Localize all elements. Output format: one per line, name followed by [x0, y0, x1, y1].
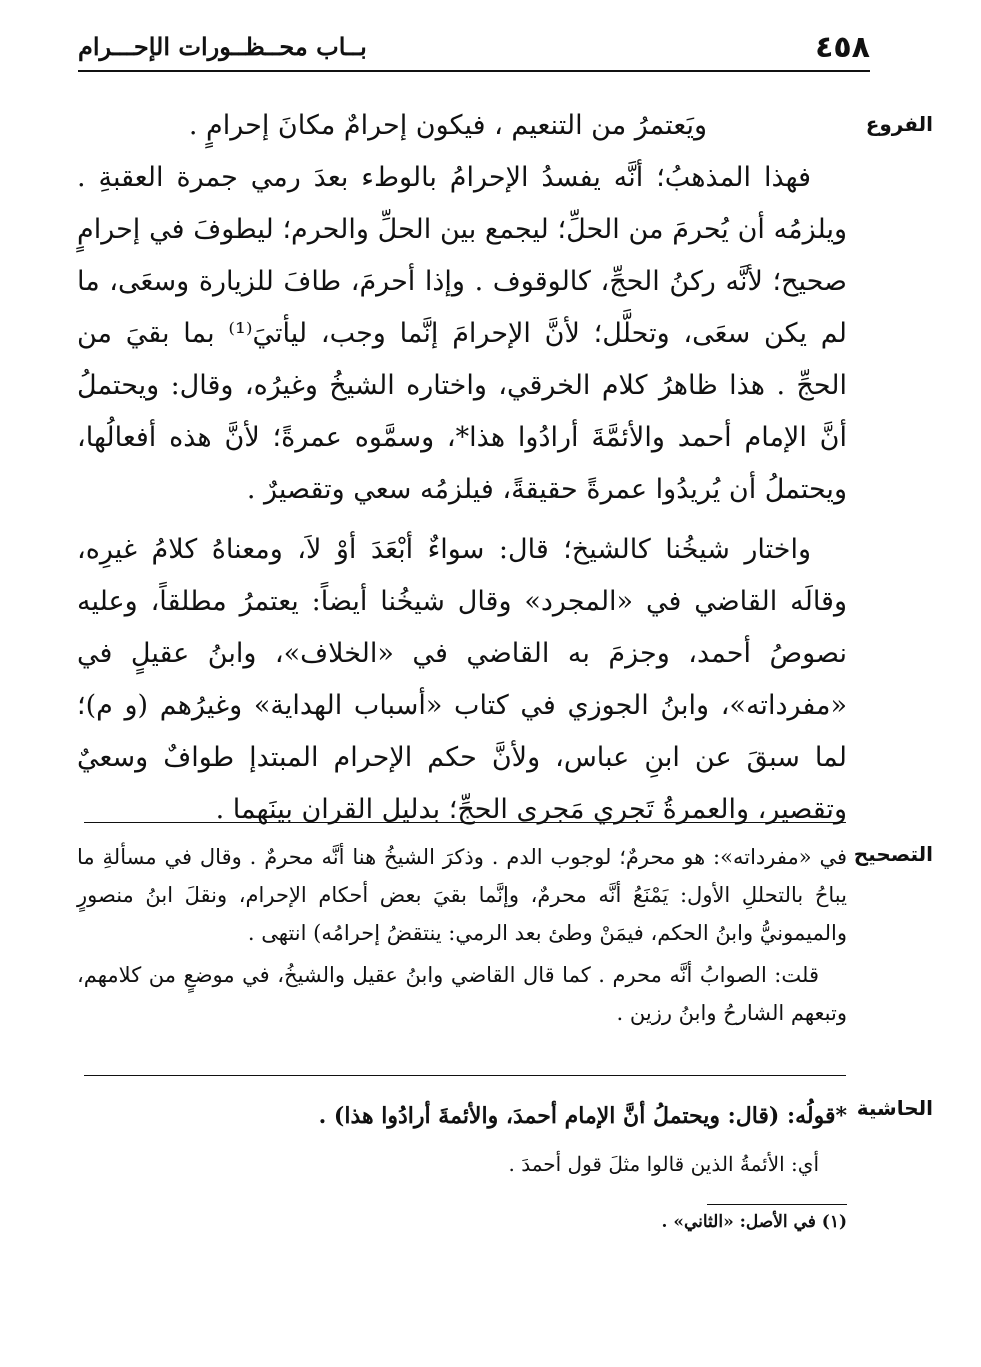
footnote: (١) في الأصل: «الثاني» . [661, 1212, 847, 1232]
section-divider-tashih [84, 822, 846, 823]
tashih-section [77, 838, 847, 1032]
furu-paragraph-3: واختار شيخُنا كالشيخ؛ قال: سواءٌ أبْعَدَ أوْ لاَ، ومعناهُ كلامُ غيرِه، وقالَه القاضي في «المجرد» وقال شيخُنا أيضاً: يعتمرُ مطلقاً، وعليه نصوصُ أحمد، وجزمَ به القاضي في «الخلاف»، وابنُ عقيلٍ في «مفرداته»، وابنُ الجوزي في كتاب «أسباب الهداية» وغيرُهم (و م)؛ لما سبقَ عن ابنِ عباس، ولأنَّ حكم الإحرام المبتدإ طوافٌ وسعيٌ وتقصير، والعمرةُ تَجري مَجرى الحجِّ؛ بدليل القران بينَهما . [77, 534, 847, 825]
hashiya-quote: *قولُه: (قال: ويحتملُ أنَّ الإمام أحمدَ، والأئمةَ أرادُوا هذا) . [318, 1103, 847, 1129]
page-header [78, 26, 870, 72]
hashiya-explanation: أي: الأئمةُ الذين قالوا مثلَ قول أحمدَ . [508, 1152, 819, 1176]
page-number: ٤٥٨ [815, 30, 870, 65]
furu-paragraph-2: فهذا المذهبُ؛ أنَّه يفسدُ الإحرامُ بالوطء بعدَ رمي جمرة العقبةِ . ويلزمُه أن يُحرمَ من الحلِّ؛ ليجمع بين الحلِّ والحرم؛ ليطوفَ في إحرامٍ صحيح؛ لأنَّه ركنُ الحجِّ، كالوقوف . وإذا أحرمَ، طافَ للزيارة وسعَى، ما لم يكن سعَى، وتحلَّل؛ لأنَّ الإحرامَ إنَّما وجب، ليأتيَ⁽¹⁾ بما بقيَ من الحجِّ . هذا ظاهرُ كلام الخرقي، واختاره الشيخُ وغيرُه، وقال: ويحتملُ أنَّ الإمام أحمد والأئمَّةَ أرادُوا هذا*، وسمَّوه عمرةً؛ لأنَّ هذه أفعالُها، ويحتملُ أن يُريدُوا عمرةً حقيقةً، فيلزمُه سعي وتقصيرٌ . [77, 162, 847, 505]
tashih-paragraph-2: قلت: الصوابُ أنَّه محرم . كما قال القاضي وابنُ عقيل والشيخُ، في موضعٍ من كلامهم، وتبعهم الشارحُ وابنُ رزين . [77, 963, 847, 1025]
tashih-paragraph-1: في «مفرداته»: هو محرمٌ؛ لوجوب الدم . وذكرَ الشيخُ هنا أنَّه محرمٌ . وقال في مسألةِ ما يباحُ بالتحللِ الأول: يَمْنَعُ أنَّه محرمٌ، وإنَّما بقيَ بعض أحكام الإحرام، ونقلَ ابنُ منصورٍ والميمونيُّ وابنُ الحكم، فيمَنْ وطئ بعد الرمي: ينتقضُ إحرامُه) انتهى . [77, 845, 847, 945]
label-tashih: التصحيح [853, 842, 933, 866]
section-divider-hashiya [84, 1075, 846, 1076]
footnote-divider [707, 1204, 847, 1205]
hashiya-section [77, 1092, 847, 1188]
furu-section [77, 100, 847, 836]
label-furu: الفروع [865, 112, 933, 136]
furu-paragraph-1: ويَعتمرُ من التنعيم ، فيكون إحرامٌ مكانَ إحرامٍ . [188, 110, 707, 141]
running-title: بــاب محــظــورات الإحـــرام [78, 32, 367, 61]
label-hashiya: الحاشية [856, 1096, 933, 1120]
